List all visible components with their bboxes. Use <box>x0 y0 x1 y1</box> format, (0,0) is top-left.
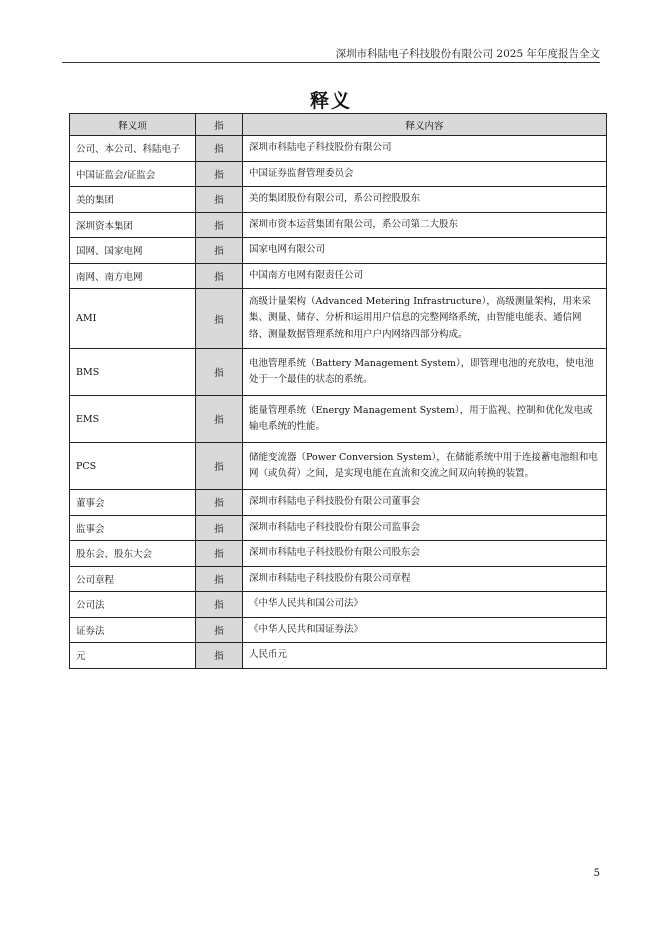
term-cell: 董事会 <box>70 490 196 516</box>
table-row <box>70 617 607 643</box>
ref-cell: 指 <box>196 566 243 592</box>
ref-cell: 指 <box>196 263 243 289</box>
page-header: 深圳市科陆电子科技股份有限公司 2025 年年度报告全文 <box>335 48 600 60</box>
table-row <box>70 490 607 516</box>
definition-cell: 深圳市科陆电子科技股份有限公司 <box>243 136 607 162</box>
term-cell: 元 <box>70 643 196 669</box>
ref-cell: 指 <box>196 541 243 567</box>
definitions-table <box>69 113 607 669</box>
ref-cell: 指 <box>196 643 243 669</box>
table-row <box>70 136 607 162</box>
term-cell: 中国证监会/证监会 <box>70 161 196 187</box>
definition-cell: 美的集团股份有限公司，系公司控股股东 <box>243 187 607 213</box>
table-row <box>70 643 607 669</box>
term-cell: 公司章程 <box>70 566 196 592</box>
term-cell: PCS <box>70 443 196 490</box>
column-header-term: 释义项 <box>70 114 196 136</box>
table-row <box>70 212 607 238</box>
column-header-definition: 释义内容 <box>243 114 607 136</box>
term-cell: 南网、南方电网 <box>70 263 196 289</box>
header-divider <box>62 62 600 63</box>
table-row <box>70 443 607 490</box>
definition-cell: 中国证券监督管理委员会 <box>243 161 607 187</box>
definition-cell: 电池管理系统（Battery Management System），即管理电池的充放电，使电池处于一个最佳的状态的系统。 <box>243 349 607 396</box>
table-row <box>70 187 607 213</box>
table-row <box>70 263 607 289</box>
term-cell: 国网、国家电网 <box>70 238 196 264</box>
term-cell: EMS <box>70 396 196 443</box>
definition-cell: 深圳市科陆电子科技股份有限公司董事会 <box>243 490 607 516</box>
term-cell: 美的集团 <box>70 187 196 213</box>
table-row <box>70 161 607 187</box>
ref-cell: 指 <box>196 289 243 349</box>
definition-cell: 《中华人民共和国证券法》 <box>243 617 607 643</box>
definition-cell: 中国南方电网有限责任公司 <box>243 263 607 289</box>
table-header-row <box>70 114 607 136</box>
ref-cell: 指 <box>196 136 243 162</box>
column-header-ref: 指 <box>196 114 243 136</box>
table-row <box>70 541 607 567</box>
term-cell: 监事会 <box>70 515 196 541</box>
ref-cell: 指 <box>196 212 243 238</box>
definition-cell: 储能变流器（Power Conversion System），在储能系统中用于连接蓄电池组和电网（或负荷）之间，是实现电能在直流和交流之间双向转换的装置。 <box>243 443 607 490</box>
term-cell: 证券法 <box>70 617 196 643</box>
term-cell: BMS <box>70 349 196 396</box>
term-cell: 公司、本公司、科陆电子 <box>70 136 196 162</box>
table-row <box>70 592 607 618</box>
definition-cell: 深圳市科陆电子科技股份有限公司监事会 <box>243 515 607 541</box>
definition-cell: 深圳市科陆电子科技股份有限公司股东会 <box>243 541 607 567</box>
definition-cell: 人民币元 <box>243 643 607 669</box>
ref-cell: 指 <box>196 490 243 516</box>
ref-cell: 指 <box>196 592 243 618</box>
page-title: 释义 <box>309 90 352 112</box>
term-cell: 股东会、股东大会 <box>70 541 196 567</box>
definition-cell: 《中华人民共和国公司法》 <box>243 592 607 618</box>
ref-cell: 指 <box>196 349 243 396</box>
ref-cell: 指 <box>196 617 243 643</box>
term-cell: AMI <box>70 289 196 349</box>
definition-cell: 能量管理系统（Energy Management System），用于监视、控制和优化发电或输电系统的性能。 <box>243 396 607 443</box>
definition-cell: 深圳市科陆电子科技股份有限公司章程 <box>243 566 607 592</box>
page-number: 5 <box>593 868 600 879</box>
ref-cell: 指 <box>196 396 243 443</box>
table-row <box>70 515 607 541</box>
ref-cell: 指 <box>196 161 243 187</box>
term-cell: 深圳资本集团 <box>70 212 196 238</box>
table-row <box>70 238 607 264</box>
definition-cell: 国家电网有限公司 <box>243 238 607 264</box>
term-cell: 公司法 <box>70 592 196 618</box>
table-row <box>70 566 607 592</box>
definition-cell: 深圳市资本运营集团有限公司，系公司第二大股东 <box>243 212 607 238</box>
ref-cell: 指 <box>196 443 243 490</box>
ref-cell: 指 <box>196 187 243 213</box>
definition-cell: 高级计量架构（Advanced Metering Infrastructure），高级测量架构，用来采集、测量、储存、分析和运用用户信息的完整网络系统，由智能电能表、通信网络、测量数据管理系统和用户户内网络四部分构成。 <box>243 289 607 349</box>
ref-cell: 指 <box>196 515 243 541</box>
table-row <box>70 289 607 349</box>
ref-cell: 指 <box>196 238 243 264</box>
table-row <box>70 396 607 443</box>
table-row <box>70 349 607 396</box>
